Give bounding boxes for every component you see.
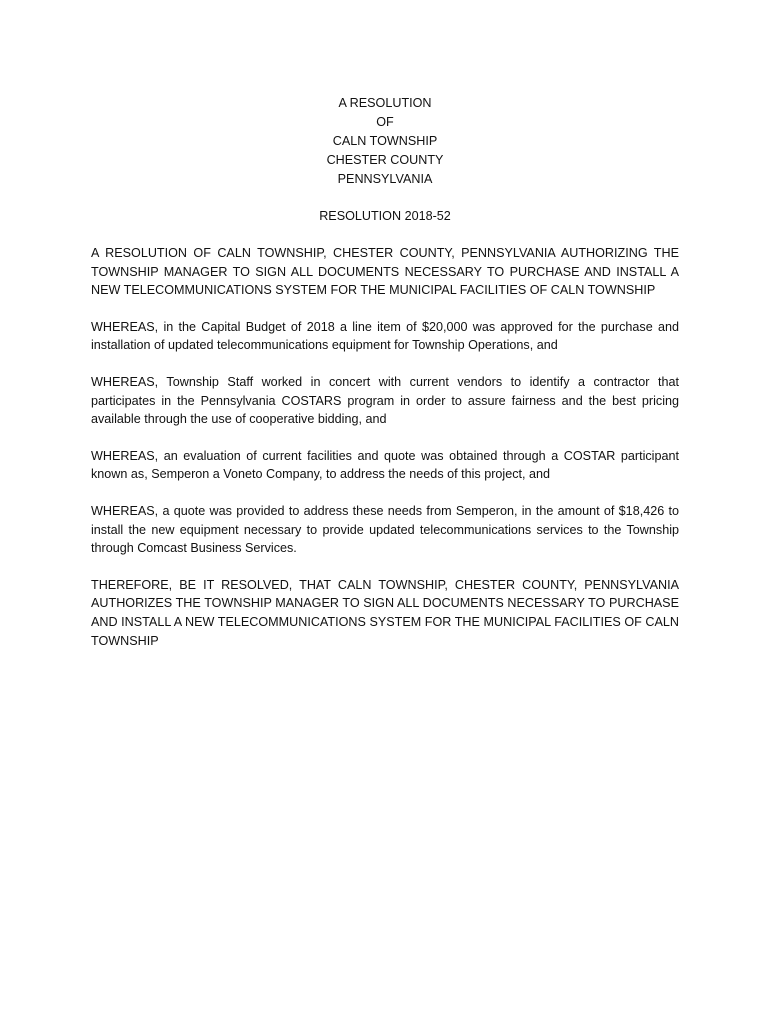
heading-line-resolution: A RESOLUTION [338, 96, 432, 110]
resolution-summary-paragraph: A RESOLUTION OF CALN TOWNSHIP, CHESTER COUNTY, PENNSYLVANIA AUTHORIZING THE TOWNSHIP MANAGER TO SIGN ALL DOCUMENTS NECESSARY TO PURCHASE AND INSTALL A NEW TELECOMMUNICATIONS SYSTEM FOR THE MUNICIPAL FACILITIES OF CALN TOWNSHIP [91, 246, 679, 298]
whereas-evaluation-paragraph: WHEREAS, an evaluation of current facilities and quote was obtained through a COSTAR participant known as, Semperon a Voneto Company, to address the needs of this project, and [91, 448, 679, 482]
resolution-number: RESOLUTION 2018-52 [319, 209, 451, 223]
heading-line-of: OF [376, 115, 394, 129]
heading-line-state: PENNSYLVANIA [337, 172, 433, 186]
document-content [91, 94, 679, 650]
whereas-costars-paragraph: WHEREAS, Township Staff worked in concert with current vendors to identify a contractor that participates in the Pennsylvania COSTARS program in order to assure fairness and the best pricing available through the use of cooperative bidding, and [91, 374, 679, 427]
heading-line-township: CALN TOWNSHIP [332, 134, 438, 148]
heading-line-county: CHESTER COUNTY [326, 153, 444, 167]
whereas-quote-paragraph: WHEREAS, a quote was provided to address these needs from Semperon, in the amount of $18,426 to install the new equipment necessary to provide updated telecommunications services to the Township through Comcast Business Services. [91, 503, 679, 556]
resolution-heading [91, 94, 679, 189]
whereas-budget-paragraph: WHEREAS, in the Capital Budget of 2018 a line item of $20,000 was approved for the purchase and installation of updated telecommunications equipment for Township Operations, and [91, 319, 679, 353]
therefore-resolved-paragraph: THEREFORE, BE IT RESOLVED, THAT CALN TOWNSHIP, CHESTER COUNTY, PENNSYLVANIA AUTHORIZES THE TOWNSHIP MANAGER TO SIGN ALL DOCUMENTS NECESSARY TO PURCHASE AND INSTALL A NEW TELECOMMUNICATIONS SYSTEM FOR THE MUNICIPAL FACILITIES OF CALN TOWNSHIP [91, 577, 679, 648]
